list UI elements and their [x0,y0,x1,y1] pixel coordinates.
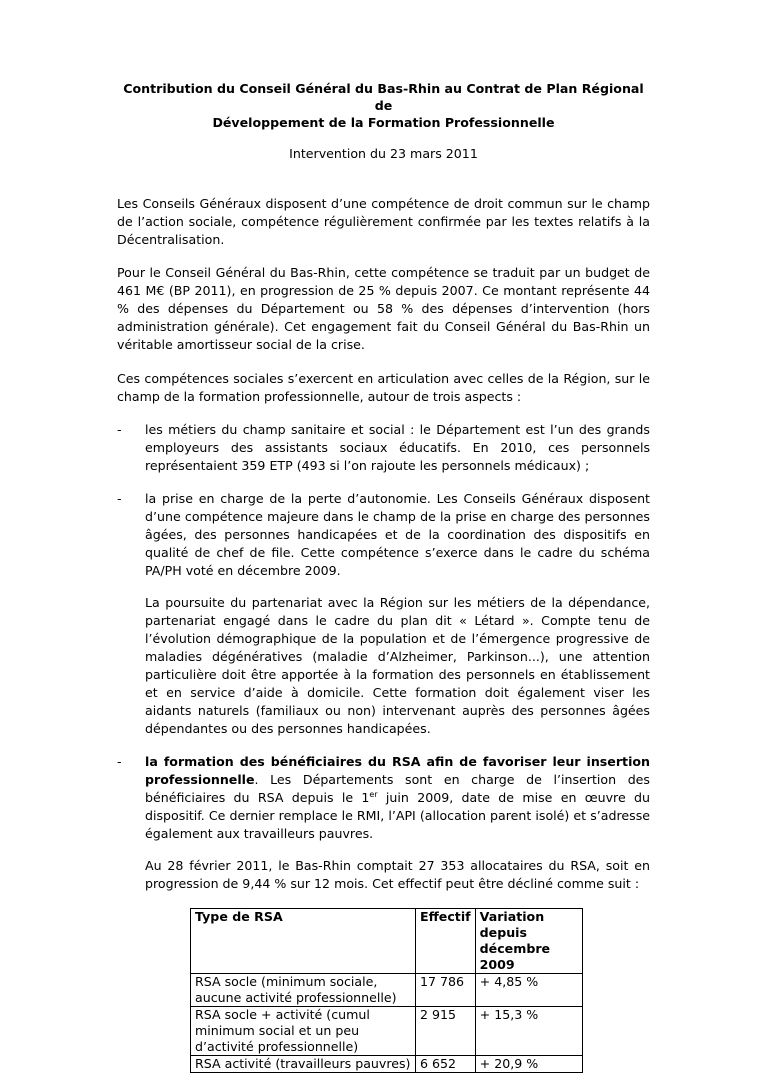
table-cell: RSA activité (travailleurs pauvres) [191,1056,416,1073]
superscript: er [369,789,378,799]
list-dash: - [117,422,122,437]
table-row [191,1056,583,1073]
table-header-row [191,909,583,974]
document-subtitle: Intervention du 23 mars 2011 [289,146,478,161]
list-dash: - [117,754,122,769]
table-cell: + 15,3 % [475,1007,582,1056]
list-item-text-part: . Les Départements sont en charge de l’insertion des bénéficiaires du RSA depuis le 1 [145,772,650,805]
list-item [117,421,650,475]
table-row [191,974,583,1007]
list-item [117,753,650,1073]
table-cell: 17 786 [416,974,476,1007]
paragraph-aspects: Ces compétences sociales s’exercent en articulation avec celles de la Région, sur le champ de la formation professionnelle, autour de trois aspects : [117,371,650,404]
aspects-list [117,421,650,1073]
table-cell: RSA socle + activité (cumul minimum social et un peu d’activité professionnelle) [191,1007,416,1056]
table-cell: 6 652 [416,1056,476,1073]
document-title [117,80,650,131]
document-page [117,80,650,1088]
table-cell: + 20,9 % [475,1056,582,1073]
paragraph-intro: Les Conseils Généraux disposent d’une compétence de droit commun sur le champ de l’action sociale, compétence régulièrement confirmée par les textes relatifs à la Décentralisation. [117,196,650,247]
table-cell: + 4,85 % [475,974,582,1007]
paragraph-budget: Pour le Conseil Général du Bas-Rhin, cette compétence se traduit par un budget de 461 M€ (BP 2011), en progression de 25 % depuis 2007. Ce montant représente 44 % des dépenses du Département ou 58 % des dépenses d’intervention (hors administration générale). Cet engagement fait du Conseil Général du Bas-Rhin un véritable amortisseur social de la crise. [117,265,650,352]
list-item-text: la prise en charge de la perte d’autonomie. Les Conseils Généraux disposent d’une compétence majeure dans le champ de la prise en charge des personnes âgées, des personnes handicapées et de la coordination des dispositifs en qualité de chef de file. Cette compétence s’exerce dans le cadre du schéma PA/PH voté en décembre 2009. [145,491,650,578]
table-cell: 2 915 [416,1007,476,1056]
table-header-cell: Type de RSA [191,909,416,974]
title-line-2: Développement de la Formation Professionnelle [212,115,555,130]
list-item [117,490,650,738]
list-item-text [145,754,650,841]
list-item-text-part: juin 2009, date de mise en œuvre du dispositif. Ce dernier remplace le RMI, l’API (allocation parent isolé) et s’adresse également aux travailleurs pauvres. [145,790,650,841]
list-item-text: les métiers du champ sanitaire et social : le Département est l’un des grands employeurs des assistants sociaux éducatifs. En 2010, ces personnels représentaient 359 ETP (493 si l’on rajoute les personnels médicaux) ; [145,422,650,473]
list-item-subparagraph: Au 28 février 2011, le Bas-Rhin comptait 27 353 allocataires du RSA, soit en progression de 9,44 % sur 12 mois. Cet effectif peut être décliné comme suit : [145,858,650,891]
table-row [191,1007,583,1056]
table-header-cell: Effectif [416,909,476,974]
table-header-cell: Variation depuis décembre 2009 [475,909,582,974]
title-line-1: Contribution du Conseil Général du Bas-Rhin au Contrat de Plan Régional de [123,81,644,113]
list-item-subparagraph: La poursuite du partenariat avec la Région sur les métiers de la dépendance, partenariat engagé dans le cadre du plan dit « Létard ». Compte tenu de l’évolution démographique de la population et de l’émergence progressive de maladies dégénératives (maladie d’Alzheimer, Parkinson...), une attention particulière doit être apportée à la formation des personnels en établissement et en service d’aide à domicile. Cette formation doit également viser les aidants naturels (familiaux ou non) intervenant auprès des personnes âgées dépendantes ou des personnes handicapées. [145,595,650,736]
list-dash: - [117,491,122,506]
list-item-bold-lead: la formation des bénéficiaires du RSA afin de favoriser leur insertion professionnelle [145,754,650,787]
table-cell: RSA socle (minimum sociale, aucune activité professionnelle) [191,974,416,1007]
rsa-table [190,908,583,1073]
